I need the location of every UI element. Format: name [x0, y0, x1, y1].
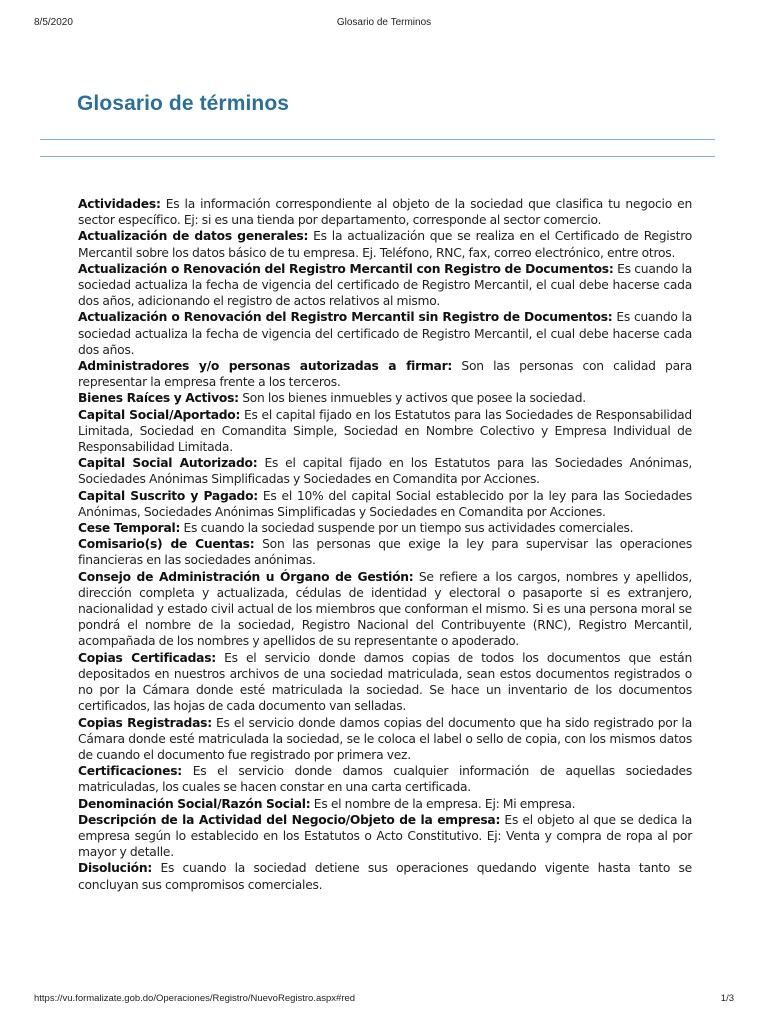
glossary-term: Comisario(s) de Cuentas:	[78, 537, 255, 552]
glossary-entry	[78, 715, 692, 764]
glossary-definition: Es la información correspondiente al objeto de la sociedad que clasifica tu negocio en sector específico. Ej: si es una tienda por departamento, corresponde al sector comercio.	[78, 197, 692, 228]
glossary-definition: Son las personas con calidad para representar la empresa frente a los terceros.	[78, 359, 692, 390]
glossary-term: Actualización o Renovación del Registro Mercantil sin Registro de Documentos:	[78, 310, 613, 325]
glossary-entry	[78, 860, 692, 892]
glossary-definition: Son los bienes inmuebles y activos que posee la sociedad.	[238, 391, 586, 406]
glossary-entry	[78, 569, 692, 650]
glossary-term: Actualización o Renovación del Registro Mercantil con Registro de Documentos:	[78, 261, 614, 276]
glossary-term: Actualización de datos generales:	[78, 229, 309, 244]
glossary-entry	[78, 196, 692, 228]
glossary-entry	[78, 536, 692, 568]
glossary-term: Denominación Social/Razón Social:	[78, 796, 311, 811]
glossary-entry	[78, 228, 692, 260]
glossary-term: Actividades:	[78, 197, 161, 211]
glossary-list	[78, 196, 692, 893]
glossary-definition: Es el objeto al que se dedica la empresa según lo establecido en los Estatutos o Acto Constitutivo. Ej: Venta y compra de ropa al por mayor y detalle.	[78, 812, 692, 860]
glossary-term: Disolución:	[78, 861, 153, 876]
glossary-definition: Es el 10% del capital Social establecido por la ley para las Sociedades Anónimas, Sociedades Anónimas Simplificadas y Sociedades en Comandita por Acciones.	[78, 488, 692, 519]
glossary-term: Cese Temporal:	[78, 521, 181, 536]
glossary-term: Copias Registradas:	[78, 715, 212, 730]
glossary-definition: Es el servicio donde damos copias del documento que ha sido registrado por la Cámara donde esté matriculada la sociedad, se le coloca el label o sello de copia, con los mismos datos de cuando el documento fue registrado por primera vez.	[78, 715, 693, 762]
glossary-definition: Son las personas que exige la ley para supervisar las operaciones financieras en las sociedades anónimas.	[78, 537, 693, 568]
glossary-entry	[78, 520, 692, 536]
glossary-definition: Es el capital fijado en los Estatutos para las Sociedades de Responsabilidad Limitada, Sociedad en Comandita Simple, Sociedad en Nombre Colectivo y Empresa Individual de Responsabilidad Limitada.	[78, 407, 692, 455]
print-header	[0, 17, 768, 33]
glossary-entry	[78, 261, 692, 310]
print-date: 8/5/2020	[34, 17, 73, 28]
print-url: https://vu.formalizate.gob.do/Operaciones/Registro/NuevoRegistro.aspx#red	[34, 993, 356, 1004]
glossary-definition: Es el servicio donde damos copias de todos los documentos que están depositados en nuestros archivos de una sociedad matriculada, sean estos documentos registrados o no por la Cámara donde esté matriculada la sociedad. Se hace un inventario de los documentos certificados, las hojas de cada documento van selladas.	[78, 650, 692, 714]
page-title: Glosario de términos	[77, 92, 290, 115]
glossary-definition: Es el capital fijado en los Estatutos para las Sociedades Anónimas, Sociedades Anónimas Simplificadas y Sociedades en Comandita por Acciones.	[78, 456, 693, 487]
title-divider-top	[40, 139, 715, 140]
glossary-entry	[78, 650, 692, 715]
title-divider-bottom	[40, 156, 715, 157]
glossary-entry	[78, 763, 692, 795]
glossary-term: Consejo de Administración u Órgano de Gestión:	[78, 569, 414, 584]
glossary-term: Administradores y/o personas autorizadas a firmar:	[78, 359, 453, 374]
glossary-definition: Es cuando la sociedad actualiza la fecha de vigencia del certificado de Registro Mercantil, el cual debe hacerse cada dos años.	[78, 310, 692, 357]
glossary-entry	[78, 358, 692, 390]
print-document-title: Glosario de Terminos	[336, 17, 432, 28]
glossary-term: Capital Social Autorizado:	[78, 456, 258, 471]
glossary-definition: Es el nombre de la empresa. Ej: Mi empresa.	[310, 796, 576, 811]
glossary-entry	[78, 796, 692, 812]
glossary-definition: Se refiere a los cargos, nombres y apellidos, dirección completa y actualizada, cédulas de identidad y electoral o pasaporte si es extranjero, nacionalidad y estado civil actual de los miembros que conforman el mismo. Si es una persona moral se pondrá el nombre de la sociedad, Registro Nacional del Contribuyente (RNC), Registro Mercantil, acompañada de los nombres y apellidos de su representante o apoderado.	[78, 569, 692, 649]
glossary-definition: Es cuando la sociedad actualiza la fecha de vigencia del certificado de Registro Mercantil, el cual debe hacerse cada dos años, adicionando el registro de actos relativos al mismo.	[78, 261, 692, 309]
page-number: 1/3	[720, 993, 734, 1004]
glossary-term: Capital Suscrito y Pagado:	[78, 488, 258, 503]
glossary-term: Capital Social/Aportado:	[78, 407, 241, 422]
glossary-definition: Es cuando la sociedad suspende por un tiempo sus actividades comerciales.	[180, 521, 634, 536]
glossary-term: Certificaciones:	[78, 764, 182, 779]
glossary-term: Descripción de la Actividad del Negocio/Objeto de la empresa:	[78, 812, 501, 827]
glossary-entry	[78, 455, 692, 487]
glossary-entry	[78, 812, 692, 861]
glossary-term: Bienes Raíces y Activos:	[78, 391, 239, 406]
print-footer	[0, 993, 768, 1007]
glossary-entry	[78, 390, 692, 406]
glossary-definition: Es el servicio donde damos cualquier información de aquellas sociedades matriculadas, los cuales se hacen constar en una carta certificada.	[78, 764, 692, 795]
glossary-entry	[78, 488, 692, 520]
glossary-definition: Es la actualización que se realiza en el Certificado de Registro Mercantil sobre los datos básico de tu empresa. Ej. Teléfono, RNC, fax, correo electrónico, entre otros.	[78, 229, 693, 260]
glossary-definition: Es cuando la sociedad detiene sus operaciones quedando vigente hasta tanto se concluyan sus compromisos comerciales.	[78, 861, 692, 892]
glossary-entry	[78, 407, 692, 456]
glossary-term: Copias Certificadas:	[78, 650, 216, 665]
glossary-entry	[78, 309, 692, 358]
